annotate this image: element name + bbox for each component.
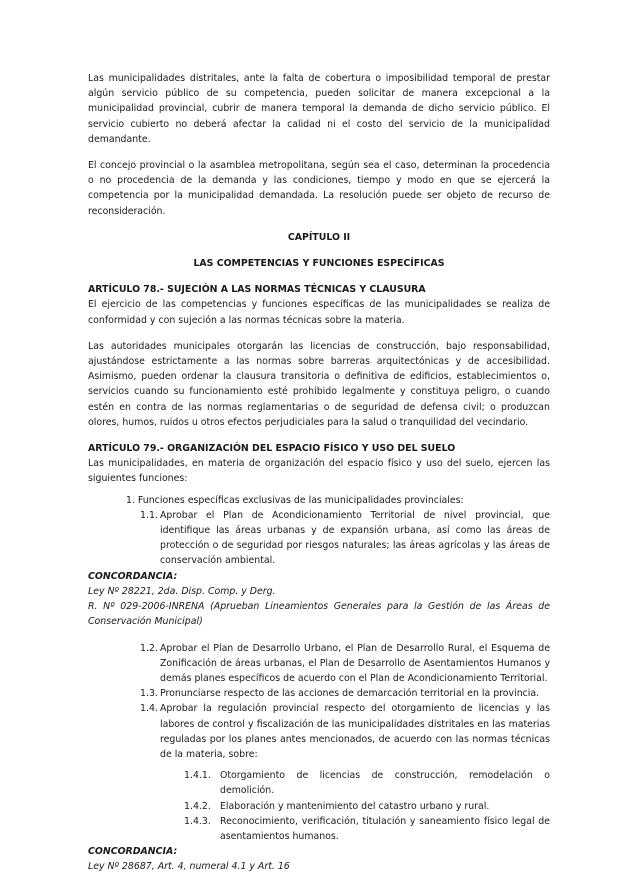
chapter-title: LAS COMPETENCIAS Y FUNCIONES ESPECÍFICAS [193, 258, 445, 270]
list-item [88, 814, 550, 844]
concordance-title: CONCORDANCIA: [88, 846, 178, 858]
paragraph: El concejo provincial o la asamblea metropolitana, según sea el caso, determinan la procedencia o no procedencia de la demanda y las condiciones, tiempo y modo en que se ejercerá la competencia por la municipalidad demandada. La resolución puede ser objeto de recurso de reconsideración. [88, 160, 550, 217]
list-text: Pronunciarse respecto de las acciones de demarcación territorial en la provincia. [160, 688, 540, 700]
list-number: 1.3. [140, 688, 158, 700]
list-text: Aprobar el Plan de Acondicionamiento Territorial de nivel provincial, que identifique las áreas urbanas y de expansión urbana, así como las áreas de protección o de seguridad por riesgos naturales; las áreas agrícolas y las áreas de conservación ambiental. [160, 509, 550, 567]
concordance-title: CONCORDANCIA: [88, 570, 178, 582]
paragraph: Las municipalidades distritales, ante la falta de cobertura o imposibilidad temporal de prestar algún servicio público de su competencia, pueden solicitar de manera excepcional a la municipalidad provincial, cubrir de manera temporal la demanda de dicho servicio público. El servicio cubierto no deberá afectar la calidad ni el costo del servicio de la municipalidad demandante. [88, 73, 550, 145]
list-item [88, 686, 550, 701]
list-text: Aprobar el Plan de Desarrollo Urbano, el Plan de Desarrollo Rural, el Esquema de Zonificación de áreas urbanas, el Plan de Desarrollo de Asentamientos Humanos y demás planes específicos de acuerdo con el Plan de Acondicionamiento Territorial. [160, 642, 550, 684]
concordance-line: R. Nº 029-2006-INRENA (Aprueban Lineamientos Generales para la Gestión de las Áreas de Conservación Municipal) [88, 601, 550, 628]
chapter-number: CAPÍTULO II [287, 231, 351, 243]
concordance-line: Ley Nº 28687, Art. 4, numeral 4.1 y Art. 16 [88, 861, 290, 873]
list-number: 1.4. [140, 703, 158, 715]
list-item [88, 701, 550, 762]
list-number: 1.4.1. [184, 770, 211, 782]
paragraph: Las autoridades municipales otorgarán las licencias de construcción, bajo responsabilidad, ajustándose estrictamente a las normas sobre barreras arquitectónicas y de accesibilidad. Asimismo, pueden ordenar la clausura transitoria o definitiva de edificios, establecimientos o, servicios cuando su funcionamiento esté prohibido legalmente y constituya peligro, o cuando estén en contra de las normas reglamentarias o de seguridad de defensa civil; o produzcan olores, humos, ruidos u otros efectos perjudiciales para la salud o tranquilidad del vecindario. [88, 340, 550, 428]
list-item [88, 799, 550, 814]
list-item [88, 641, 550, 687]
concordance-line: Ley Nº 28221, 2da. Disp. Comp. y Derg. [88, 585, 276, 597]
paragraph: El ejercicio de las competencias y funciones específicas de las municipalidades se realiza de conformidad y con sujeción a las normas técnicas sobre la materia. [88, 299, 550, 326]
list-item [88, 508, 550, 569]
article-79-heading: ARTÍCULO 79.- ORGANIZACIÓN DEL ESPACIO FÍSICO Y USO DEL SUELO [88, 443, 456, 455]
list-number: 1.2. [140, 642, 158, 654]
list-number: 1.4.3. [184, 815, 211, 827]
list-item [88, 768, 550, 798]
list-text: Otorgamiento de licencias de construcción, remodelación o demolición. [220, 770, 550, 797]
paragraph: Las municipalidades, en materia de organización del espacio físico y uso del suelo, ejercen las siguientes funciones: [88, 458, 550, 485]
list-text: Elaboración y mantenimiento del catastro urbano y rural. [220, 800, 490, 812]
list-number: 1.4.2. [184, 800, 211, 812]
list-item: 1. Funciones específicas exclusivas de las municipalidades provinciales: [126, 494, 464, 506]
list-text: Aprobar la regulación provincial respecto del otorgamiento de licencias y las labores de control y fiscalización de las municipalidades distritales en las materias reguladas por los planes antes mencionados, de acuerdo con las normas técnicas de la materia, sobre: [160, 703, 550, 760]
list-text: Reconocimiento, verificación, titulación y saneamiento físico legal de asentamientos humanos. [220, 815, 550, 842]
list-number: 1.1. [140, 509, 158, 521]
article-78-heading: ARTÍCULO 78.- SUJECIÓN A LAS NORMAS TÉCNICAS Y CLAUSURA [88, 284, 426, 296]
document-page [88, 71, 550, 875]
